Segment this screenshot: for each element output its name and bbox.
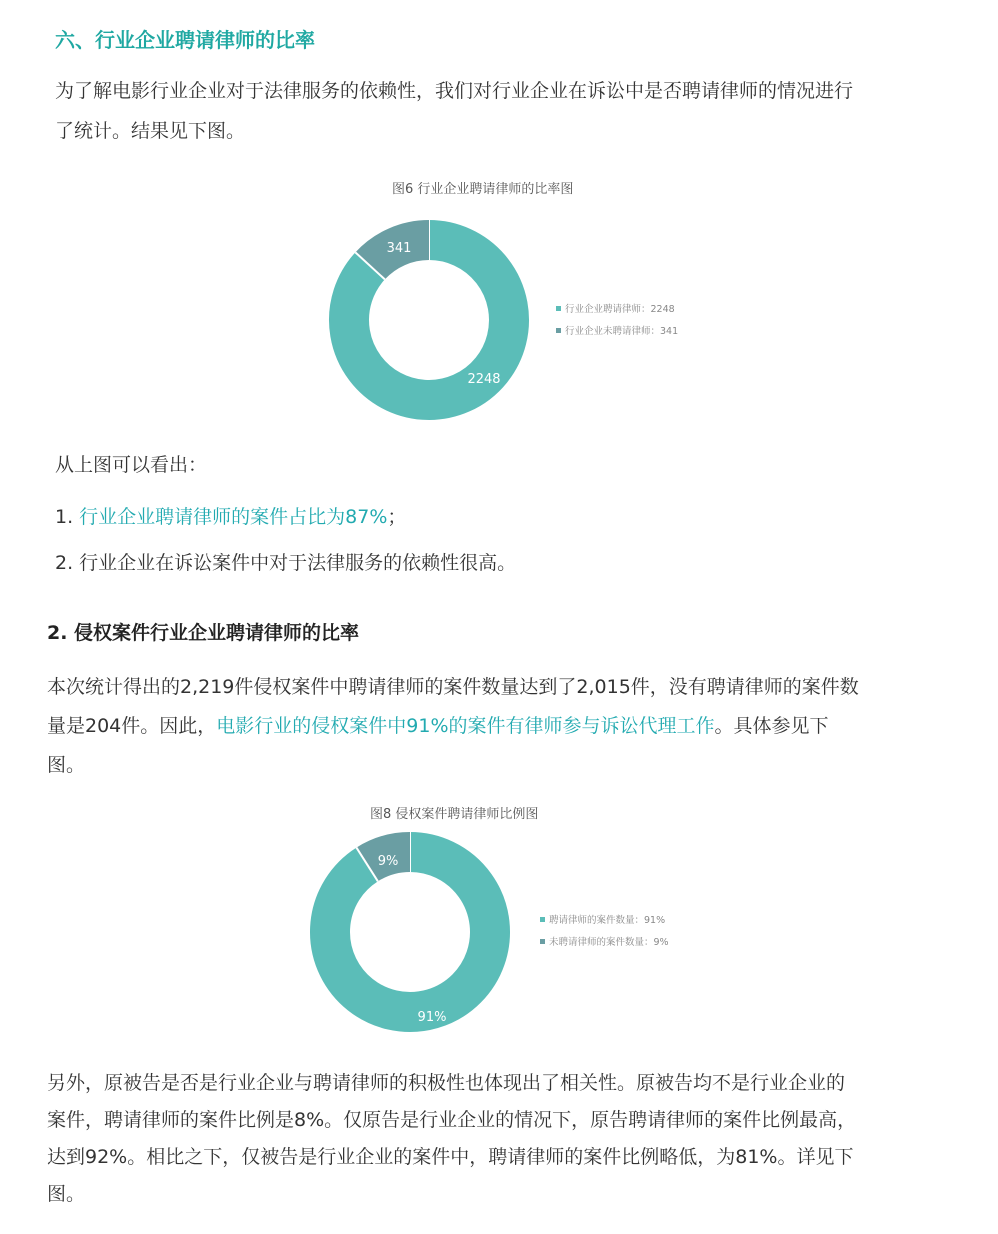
paragraph-line: 本次统计得出的2,219件侵权案件中聘请律师的案件数量达到了2,015件，没有聘请律师的案件数 <box>47 676 859 698</box>
paragraph-line: 图。 <box>47 754 86 776</box>
paragraph-line: 达到92%。相比之下，仅被告是行业企业的案件中，聘请律师的案件比例略低，为81%。详见下 <box>47 1146 854 1168</box>
highlight-text: 电影行业的侵权案件中91%的案件有律师参与诉讼代理工作 <box>216 715 715 737</box>
list-item <box>55 502 406 529</box>
chart-title: 图8 侵权案件聘请律师比例图 <box>370 807 539 822</box>
data-label: 9% <box>377 854 399 869</box>
donut-chart-6 <box>318 212 718 428</box>
data-label: 91% <box>417 1010 447 1025</box>
paragraph-line: 另外，原被告是否是行业企业与聘请律师的积极性也体现出了相关性。原被告均不是行业企业的 <box>47 1072 846 1094</box>
legend-swatch <box>556 306 561 311</box>
highlight-text: 行业企业聘请律师的案件占比为87% <box>79 506 388 528</box>
list-punct: ； <box>387 506 407 528</box>
legend-swatch <box>540 917 545 922</box>
legend-entry: 行业企业聘请律师：2248 <box>565 304 675 315</box>
donut-slice <box>330 852 490 1012</box>
intro-paragraph-line: 了统计。结果见下图。 <box>55 120 246 142</box>
donut-chart-8 <box>300 830 720 1048</box>
list-item: 2. 行业企业在诉讼案件中对于法律服务的依赖性很高。 <box>55 552 517 574</box>
data-label: 2248 <box>467 372 501 387</box>
text-run: 量是204件。因此， <box>47 715 217 737</box>
paragraph-line: 图。 <box>47 1183 86 1205</box>
paragraph-line: 案件，聘请律师的案件比例是8%。仅原告是行业企业的情况下，原告聘请律师的案件比例最高， <box>47 1109 857 1131</box>
intro-paragraph-line: 为了解电影行业企业对于法律服务的依赖性，我们对行业企业在诉讼中是否聘请律师的情况进行 <box>55 80 854 102</box>
legend-swatch <box>556 328 561 333</box>
observation-lead: 从上图可以看出： <box>55 454 208 476</box>
list-number: 1. <box>55 506 80 528</box>
legend-entry: 行业企业未聘请律师：341 <box>565 326 679 337</box>
data-label: 341 <box>386 241 412 256</box>
chart-title: 图6 行业企业聘请律师的比率图 <box>392 182 574 197</box>
legend-entry: 聘请律师的案件数量：91% <box>549 915 666 926</box>
section-heading: 六、行业企业聘请律师的比率 <box>55 28 315 52</box>
subsection-heading: 2. 侵权案件行业企业聘请律师的比率 <box>47 622 360 644</box>
paragraph-line <box>47 711 829 738</box>
legend-swatch <box>540 939 545 944</box>
legend-entry: 未聘请律师的案件数量：9% <box>549 937 669 948</box>
text-run: 。具体参见下 <box>714 715 829 737</box>
